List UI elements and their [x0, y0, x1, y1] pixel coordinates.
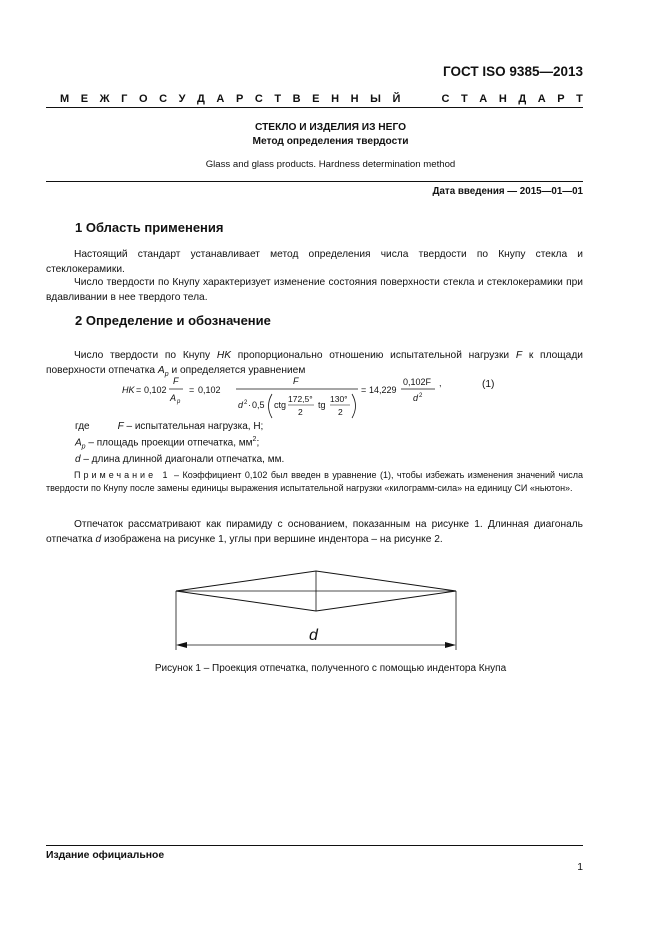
title-rule: [46, 181, 583, 182]
eq-coef3: 14,229: [369, 385, 397, 395]
dimension-label: d: [309, 627, 318, 644]
banner-letter: Г: [121, 93, 128, 105]
banner-letter: А: [216, 93, 225, 105]
text: к площади поверхности отпечатка: [46, 350, 583, 376]
f-symbol: F: [515, 350, 523, 361]
official-edition: Издание официальное: [46, 850, 165, 861]
banner-letter: С: [441, 93, 450, 105]
banner-letter: М: [60, 93, 70, 105]
banner-letter: У: [178, 93, 186, 105]
eq-angle1: 172,5°: [288, 394, 313, 404]
definition-f: [75, 421, 284, 434]
dimension-arrow-right: [445, 642, 456, 648]
title-ru-line1: СТЕКЛО И ИЗДЕЛИЯ ИЗ НЕГО: [254, 122, 407, 133]
banner-letter: А: [479, 93, 488, 105]
banner-letter: Р: [557, 93, 565, 105]
dimension-arrow-left: [176, 642, 187, 648]
text: Число твердости по Кнупу: [74, 350, 217, 361]
page-number: 1: [577, 862, 583, 873]
where-word: где: [75, 421, 90, 432]
intro-date: Дата введения — 2015—01—01: [432, 186, 583, 197]
banner-letter: Т: [576, 93, 583, 105]
banner-letter: Е: [80, 93, 89, 105]
eq-d2-exponent: 2: [419, 393, 423, 399]
eq-two1: 2: [298, 407, 303, 417]
def-a-superscript: 2: [252, 435, 257, 443]
banner-letter: Н: [331, 93, 340, 105]
definition-ap: [75, 434, 284, 454]
def-f-text: – испытательная нагрузка, Н;: [123, 421, 264, 432]
banner-letter: Е: [312, 93, 320, 105]
eq-tg: tg: [318, 400, 326, 410]
def-f-symbol: F: [117, 421, 124, 432]
banner-gap: [412, 93, 430, 105]
eq-dot: ·: [248, 400, 251, 410]
eq-comma: ,: [439, 378, 442, 388]
imprint-paragraph: [46, 518, 583, 547]
ap-symbol: A: [157, 364, 165, 376]
eq-d-exponent: 2: [244, 400, 248, 406]
def-d-text: – длина длинной диагонали отпечатка, мм.: [80, 453, 285, 465]
banner-letter: О: [138, 93, 148, 105]
eq-d2: d: [413, 393, 419, 403]
eq-f1: F: [173, 376, 179, 386]
banner-letter: С: [254, 93, 263, 105]
header-rule: [46, 107, 583, 108]
eq-equals: =: [189, 385, 195, 395]
text: пропорционально отношению испытательной нагрузки: [231, 350, 516, 361]
interstate-standard-banner: [60, 93, 583, 105]
eq-paren-right: [352, 394, 356, 418]
note-text: – Коэффициент 0,102 был введен в уравнение (1), чтобы избежать изменения значений числа твердости по Кнупу после замены единицы выражения испытательной нагрузки «килограмм-сила» на единицу СИ «ньютон».: [46, 470, 584, 493]
banner-letter: Й: [392, 93, 401, 105]
definitions: [75, 421, 284, 467]
eq-ap-sub: p: [177, 399, 181, 405]
section2-heading: 2 Определение и обозначение: [75, 313, 271, 328]
text: Отпечаток рассматривают как пирамиду с основанием, показанным на рисунке 1. Длинная диагональ отпечатка: [46, 519, 583, 545]
eq-coef2: 0,102: [198, 385, 221, 395]
eq-ap: A: [170, 393, 177, 403]
equation-number: (1): [482, 379, 495, 390]
section1-heading: 1 Область применения: [75, 220, 224, 235]
note-label: Примечание 1: [74, 470, 171, 480]
def-d-symbol: d: [75, 453, 81, 465]
def-a-end: ;: [256, 437, 260, 449]
hk-symbol: HK: [216, 350, 232, 361]
banner-letter: А: [537, 93, 546, 105]
eq-angle2: 130°: [330, 394, 348, 404]
eq-paren-left: [269, 394, 273, 418]
eq-hk: HK: [122, 385, 135, 395]
hardness-equation: [0, 374, 661, 422]
figure-1-caption: Рисунок 1 – Проекция отпечатка, полученного с помощью индентора Кнупа: [154, 663, 507, 674]
eq-two2: 2: [338, 407, 343, 417]
eq-equals: =: [361, 385, 367, 395]
ap-subscript: p: [164, 370, 169, 378]
d-symbol: d: [95, 533, 102, 545]
eq-f2: F: [293, 376, 299, 386]
text: изображена на рисунке 1, углы при вершине индентора – на рисунке 2.: [101, 533, 443, 545]
eq-half: 0,5: [252, 400, 265, 410]
banner-letter: С: [159, 93, 168, 105]
banner-letter: Д: [197, 93, 205, 105]
figure-1-knoop-imprint: [160, 566, 470, 656]
section1-paragraph2: Число твердости по Кнупу характеризует изменение состояния поверхности стекла и стеклокерамики при вдавливании в нее твердого тела.: [46, 277, 583, 303]
banner-letter: Р: [235, 93, 244, 105]
title-ru-line2: Метод определения твердости: [252, 136, 409, 147]
banner-letter: Т: [461, 93, 468, 105]
banner-letter: В: [292, 93, 301, 105]
def-a-subscript: p: [81, 443, 86, 451]
def-a-text: – площадь проекции отпечатка, мм: [85, 437, 253, 449]
banner-letter: Т: [274, 93, 282, 105]
banner-letter: Н: [498, 93, 507, 105]
eq-num3: 0,102F: [403, 377, 432, 387]
title-en: Glass and glass products. Hardness determination method: [205, 159, 456, 170]
banner-letter: Д: [518, 93, 527, 105]
banner-letter: Ы: [370, 93, 381, 105]
standard-code: ГОСТ ISO 9385—2013: [443, 64, 583, 79]
banner-letter: Н: [350, 93, 359, 105]
footer-rule: [46, 845, 583, 846]
definition-d: [75, 454, 284, 467]
eq-ctg: ctg: [274, 400, 287, 410]
text: и определяется уравнением: [168, 364, 306, 376]
note-1: [46, 469, 583, 494]
eq-equals: =: [136, 385, 142, 395]
section1-paragraph1: Настоящий стандарт устанавливает метод определения числа твердости по Кнупу стекла и стеклокерамики.: [46, 249, 583, 275]
eq-d: d: [238, 400, 244, 410]
eq-coef1: 0,102: [144, 385, 167, 395]
def-a-symbol: A: [75, 437, 82, 449]
banner-letter: Ж: [99, 93, 110, 105]
